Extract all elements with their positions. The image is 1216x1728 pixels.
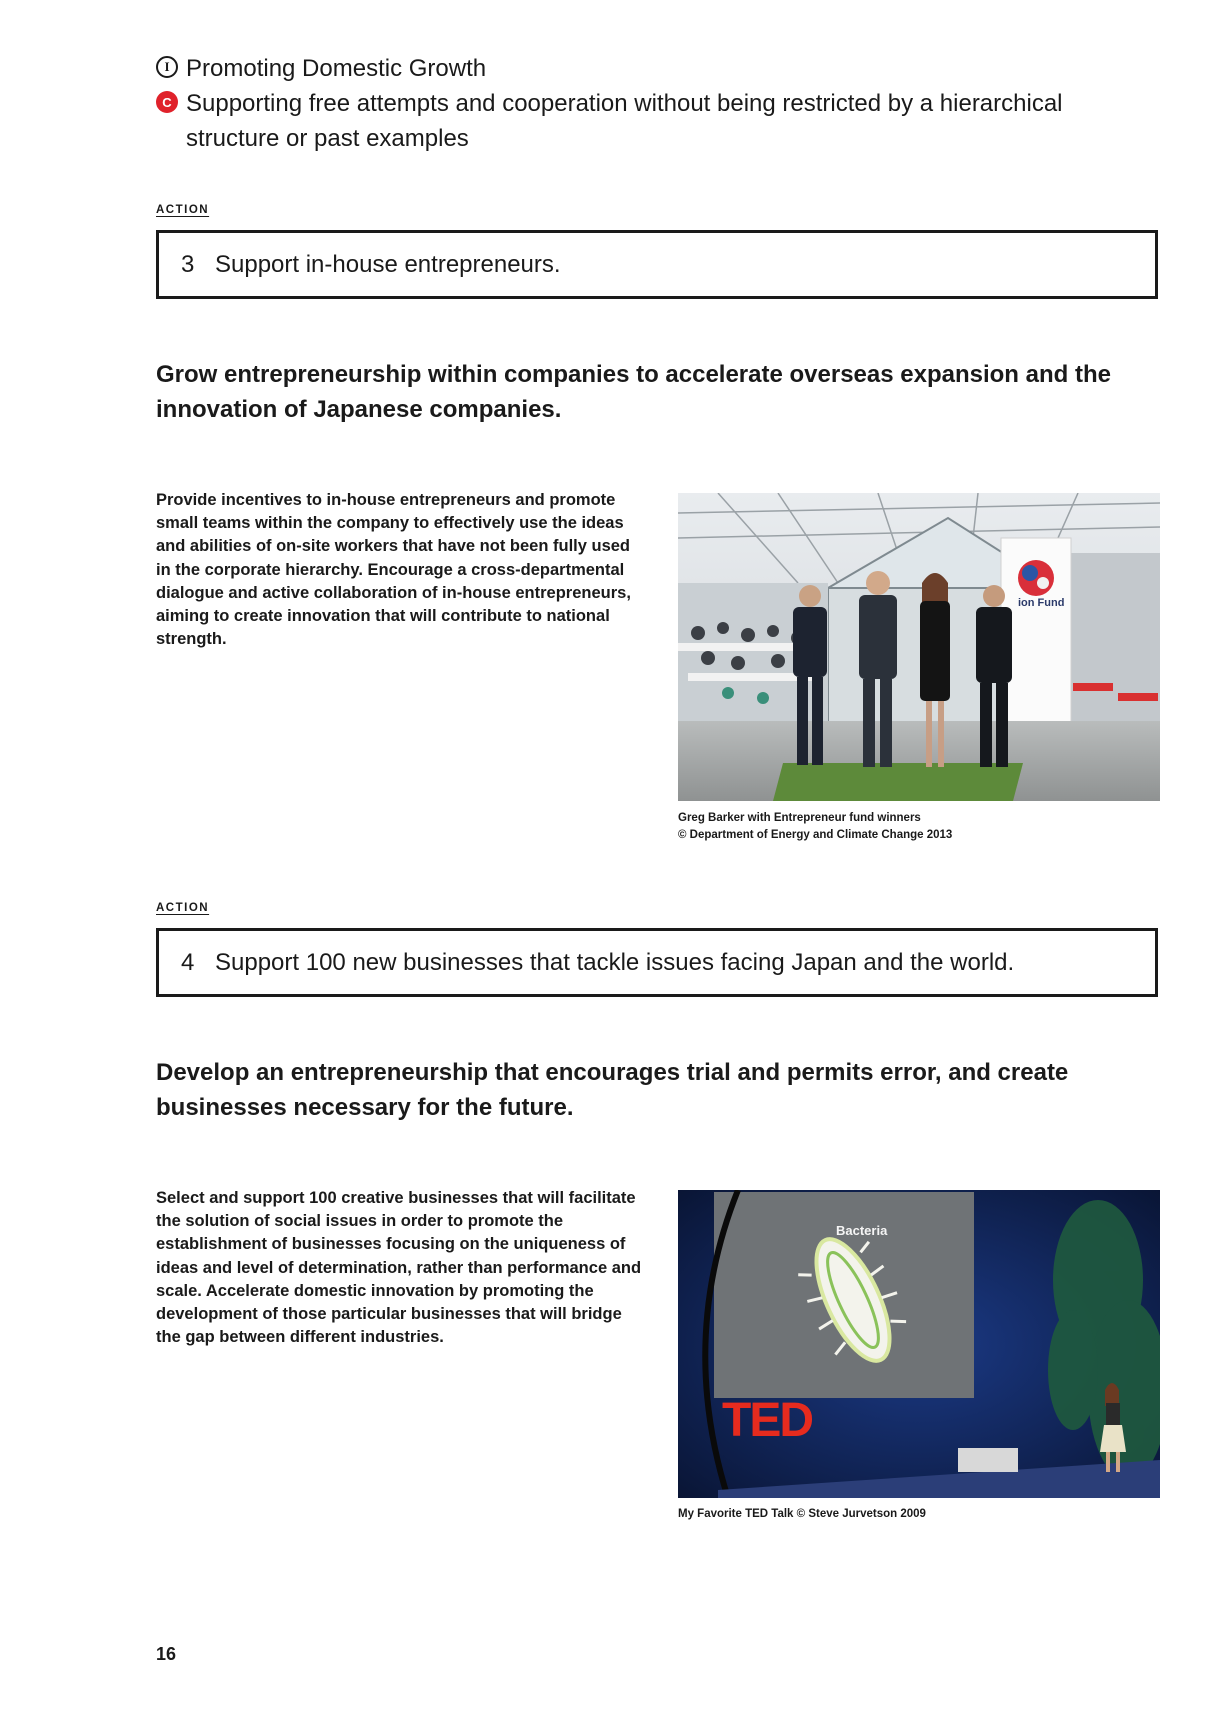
action-box	[156, 230, 1158, 299]
ted-logo: TED	[722, 1394, 812, 1447]
photo-caption	[678, 1506, 926, 1523]
action-body: Select and support 100 creative businesses that will facilitate the solution of social issues in order to promote the establishment of businesses focusing on the uniqueness of ideas and level of determination, rather than performance and scale. Accelerate domestic innovation by promoting the development of those particular businesses that will bridge the gap between different industries.	[156, 1189, 642, 1347]
action-label: ACTION	[156, 204, 210, 216]
caption-credit: © Department of Energy and Climate Change 2013	[678, 829, 953, 841]
action-box	[156, 928, 1158, 997]
action-body: Provide incentives to in-house entrepreneurs and promote small teams within the company to effectively use the ideas and abilities of on-site workers that have not been fully used in the corporate hierarchy. Encourage a cross-departmental dialogue and active collaboration of in-house entrepreneurs, aiming to create innovation that will contribute to national strength.	[156, 491, 631, 649]
ted-stage-illustration	[678, 1190, 1160, 1498]
subsection-heading	[156, 86, 1146, 156]
subsection-title: Supporting free attempts and cooperation without being restricted by a hierarchical structure or past examples	[186, 90, 1063, 152]
roman-numeral-badge: I	[156, 56, 178, 78]
section-title: Promoting Domestic Growth	[186, 55, 487, 82]
office-group-photo	[678, 493, 1160, 801]
action-number: 3	[181, 250, 195, 278]
caption-line: My Favorite TED Talk © Steve Jurvetson 2009	[678, 1508, 926, 1520]
screen-title: Bacteria	[836, 1223, 888, 1238]
action-lead: Develop an entrepreneurship that encourages trial and permits error, and create businesses necessary for the future.	[156, 1059, 1069, 1121]
banner-text: ion Fund	[1018, 597, 1065, 609]
action-number: 4	[181, 948, 195, 976]
ted-stage-photo	[678, 1190, 1160, 1498]
action-title: Support in-house entrepreneurs.	[215, 250, 561, 278]
caption-line: Greg Barker with Entrepreneur fund winners	[678, 812, 921, 824]
office-photo-illustration	[678, 493, 1160, 801]
letter-badge: C	[156, 91, 178, 113]
page-number: 16	[156, 1644, 177, 1664]
section-heading	[156, 51, 486, 86]
action-lead: Grow entrepreneurship within companies to accelerate overseas expansion and the innovation of Japanese companies.	[156, 361, 1111, 423]
photo-caption	[678, 810, 952, 844]
action-label: ACTION	[156, 902, 210, 914]
action-title: Support 100 new businesses that tackle issues facing Japan and the world.	[215, 948, 1015, 976]
